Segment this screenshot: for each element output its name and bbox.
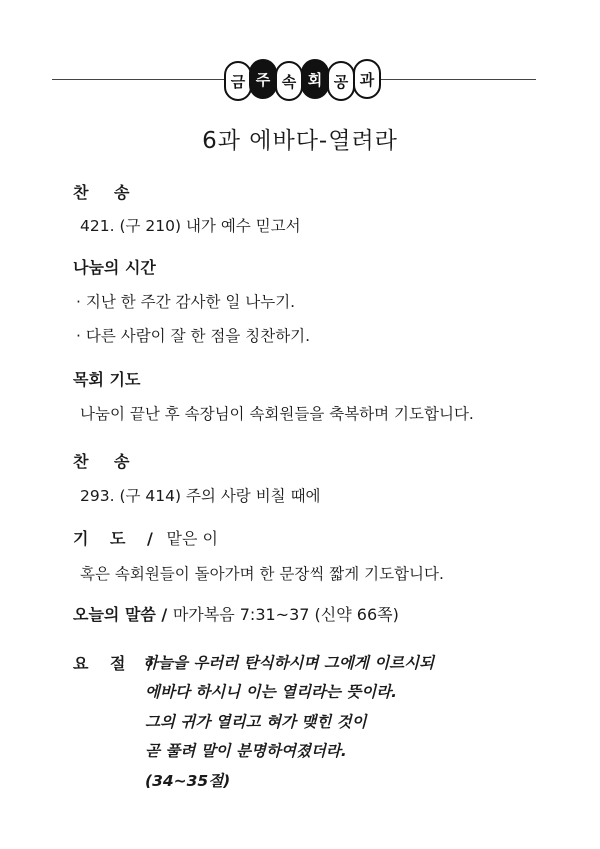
logo-char: 속 — [275, 61, 303, 101]
logo-char: 과 — [353, 59, 381, 99]
prayer-leader: 맡은 이 — [166, 529, 218, 548]
key-verse-line: 곧 풀려 말이 분명하여졌더라. — [145, 742, 347, 760]
section-heading-hymn: 찬 송 — [73, 183, 140, 202]
prayer-text: 혹은 속회원들이 돌아가며 한 문장씩 짧게 기도합니다. — [80, 565, 444, 583]
key-verse-line: 그의 귀가 열리고 혀가 맺힌 것이 — [145, 713, 367, 731]
hymn-text: 421. (구 210) 내가 예수 믿고서 — [80, 217, 301, 235]
logo-char: 금 — [224, 61, 252, 101]
key-verse-line: 에바다 하시니 이는 열리라는 뜻이라. — [145, 683, 398, 701]
sharing-item: · 다른 사람이 잘 한 점을 칭찬하기. — [76, 327, 311, 345]
logo-char: 주 — [249, 59, 277, 99]
page-title: 6과 에바다-열려라 — [202, 128, 398, 154]
key-verse-heading: 요 절 / — [73, 654, 161, 673]
header-rule-right — [378, 79, 536, 80]
key-verse-reference: (34~35절) — [145, 772, 231, 790]
logo-char: 공 — [327, 61, 355, 101]
sharing-item: · 지난 한 주간 감사한 일 나누기. — [76, 293, 296, 311]
scripture-heading: 오늘의 말씀 / — [73, 605, 168, 624]
logo-char: 회 — [301, 59, 329, 99]
section-heading-hymn-2: 찬 송 — [73, 452, 140, 471]
key-verse-line: 하늘을 우러러 탄식하시며 그에게 이르시되 — [143, 654, 435, 672]
header-rule-left — [52, 79, 227, 80]
hymn-2-text: 293. (구 414) 주의 사랑 비칠 때에 — [80, 487, 321, 505]
scripture-reference: 마가복음 7:31~37 (신약 66쪽) — [172, 605, 399, 624]
logo-badge — [218, 59, 386, 103]
prayer-heading: 기 도 / — [73, 529, 161, 548]
section-heading-prayer — [73, 526, 218, 549]
section-heading-opening-prayer: 목회 기도 — [73, 370, 141, 389]
opening-prayer-text: 나눔이 끝난 후 속장님이 속회원들을 축복하며 기도합니다. — [80, 405, 474, 423]
section-heading-scripture — [73, 602, 399, 625]
section-heading-sharing: 나눔의 시간 — [73, 258, 156, 277]
